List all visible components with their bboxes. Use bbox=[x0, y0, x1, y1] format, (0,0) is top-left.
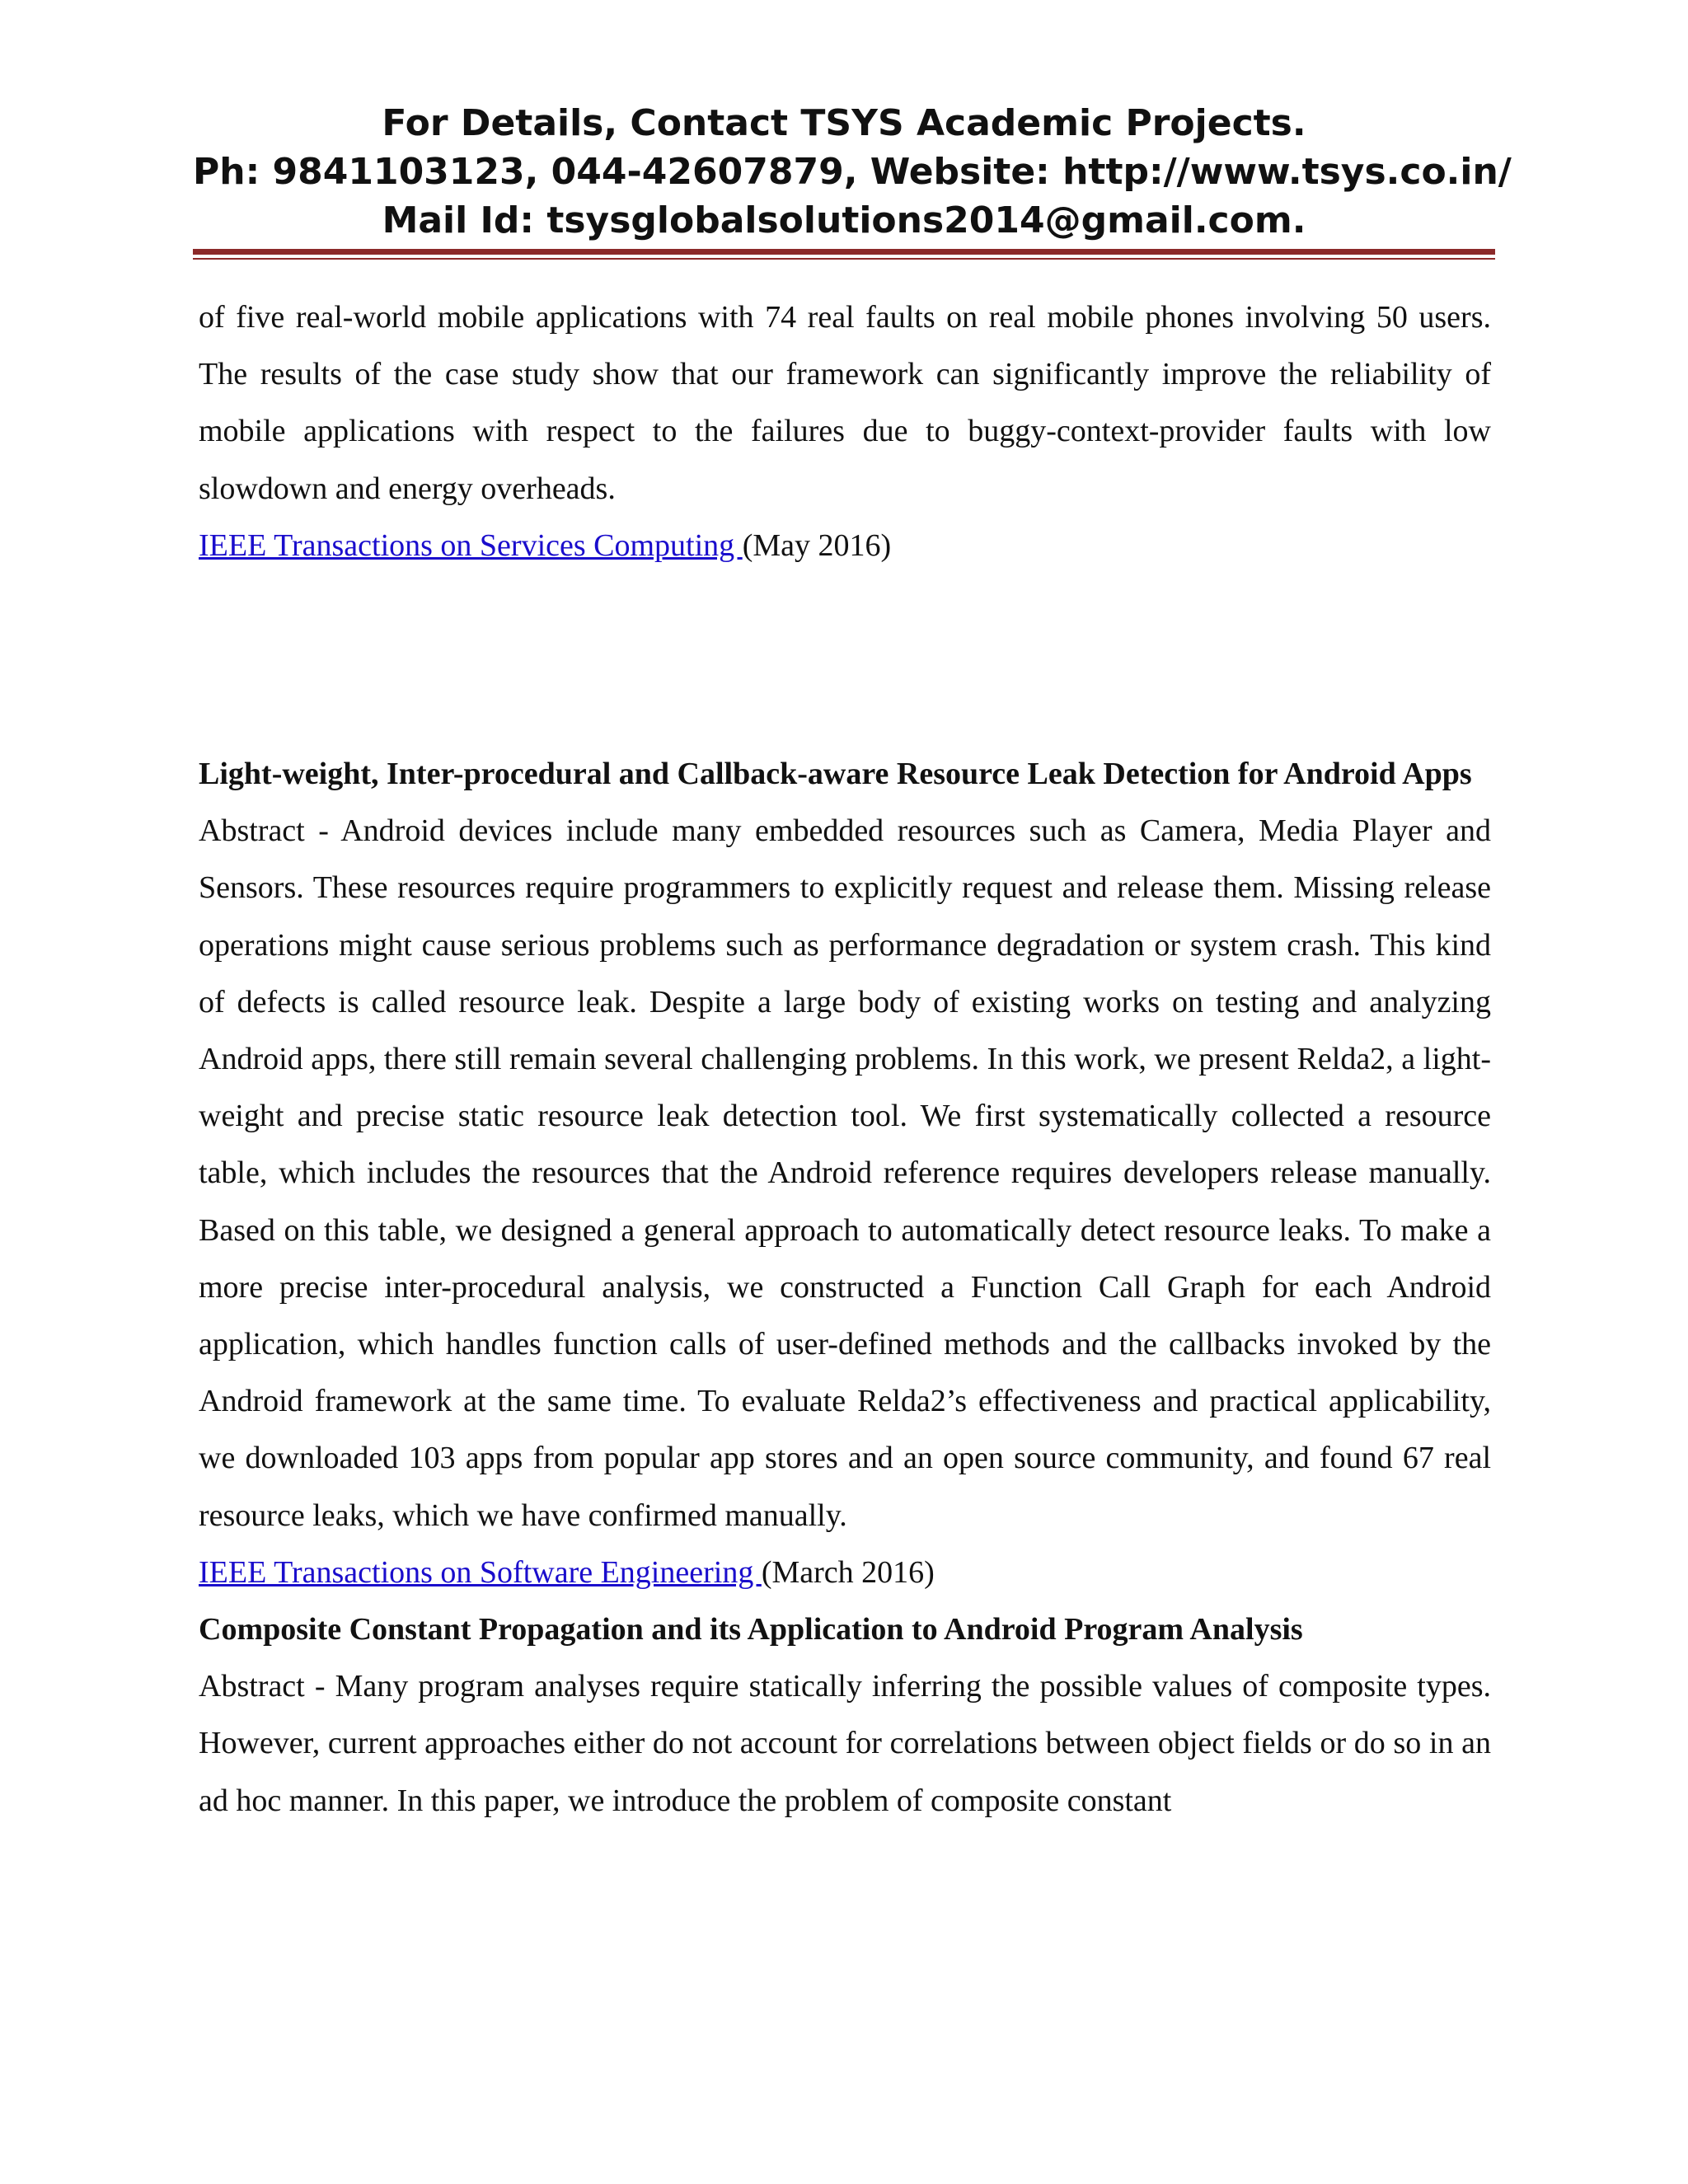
document-body bbox=[199, 289, 1491, 1830]
paper-abstract: Abstract - Android devices include many embedded resources such as Camera, Media Player and Sensors. These resources require programmers to explicitly request and release them. Missing release operations might cause serious problems such as performance degradation or system crash. This kind of defects is called resource leak. Despite a large body of existing works on testing and analyzing Android apps, there still remain several challenging problems. In this work, we present Relda2, a light-weight and precise static resource leak detection tool. We first systematically collected a resource table, which includes the resources that the Android reference requires developers release manually. Based on this table, we designed a general approach to automatically detect resource leaks. To make a more precise inter-procedural analysis, we constructed a Function Call Graph for each Android application, which handles function calls of user-defined methods and the callbacks invoked by the Android framework at the same time. To evaluate Relda2’s effectiveness and practical applicability, we downloaded 103 apps from popular app stores and an open source community, and found 67 real resource leaks, which we have confirmed manually. bbox=[199, 813, 1491, 1533]
paper-title: Composite Constant Propagation and its Application to Android Program Analysis bbox=[199, 1612, 1303, 1647]
paper-abstract: Abstract - Many program analyses require statically inferring the possible values of composite types. However, current approaches either do not account for correlations between object fields or do so in an ad hoc manner. In this paper, we introduce the problem of composite constant bbox=[199, 1669, 1491, 1818]
header-mail-line: Mail Id: tsysglobalsolutions2014@gmail.com. bbox=[382, 199, 1306, 241]
publication-date: (March 2016) bbox=[761, 1554, 935, 1590]
header-phone-website-line: Ph: 9841103123, 044-42607879, Website: http://www.tsys.co.in/ bbox=[193, 151, 1512, 193]
journal-reference bbox=[199, 1544, 1491, 1601]
contact-header bbox=[193, 99, 1512, 245]
journal-reference bbox=[199, 518, 1491, 574]
journal-link[interactable]: IEEE Transactions on Services Computing bbox=[199, 527, 743, 563]
section-spacer bbox=[199, 574, 1491, 746]
header-rule-thick bbox=[193, 249, 1495, 255]
header-rule-thin bbox=[193, 258, 1495, 260]
abstract-continued-text: of five real-world mobile applications with 74 real faults on real mobile phones involving 50 users. The results of the case study show that our framework can significantly improve the reliability of mobile applications with respect to the failures due to buggy-context-provider faults with low slowdown and energy overheads. bbox=[199, 300, 1491, 506]
paper-title: Light-weight, Inter-procedural and Callback-aware Resource Leak Detection for Android Apps bbox=[199, 757, 1472, 792]
header-contact-line: For Details, Contact TSYS Academic Projects. bbox=[382, 102, 1306, 144]
publication-date: (May 2016) bbox=[742, 527, 892, 563]
journal-link[interactable]: IEEE Transactions on Software Engineering bbox=[199, 1554, 762, 1590]
